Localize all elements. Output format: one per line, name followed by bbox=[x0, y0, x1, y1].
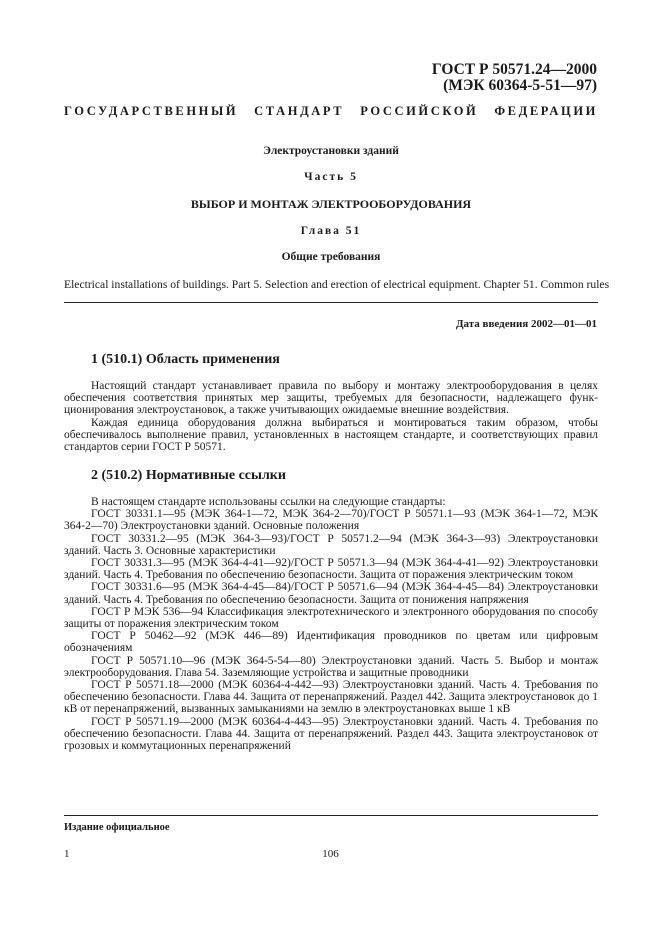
section-1-body bbox=[64, 380, 598, 453]
divider-bottom bbox=[64, 815, 598, 816]
page-marker-left: 1 bbox=[64, 848, 70, 860]
section-1-heading: 1 (510.1) Область применения bbox=[91, 352, 280, 367]
reference-item: ГОСТ Р 50462—92 (МЭК 446—89) Идентификация проводников по цветам или цифровым обозначениям bbox=[64, 630, 598, 655]
reference-item: ГОСТ Р 50571.10—96 (МЭК 364-5-54—80) Электроустановки зданий. Часть 5. Выбор и монтаж электрооборудования. Глава 54. Заземляющие устройства и защитные проводники bbox=[64, 654, 598, 679]
paragraph: Каждая единица оборудования должна выбираться и монтироваться таким образом, чтобы обеспечивалось выполнение правил, установленных в настоящем стандарте, и соответствующих правил стандартов серии ГОСТ Р 50571. bbox=[64, 416, 598, 454]
subtitle: Общие требования bbox=[281, 251, 381, 263]
reference-item: ГОСТ 30331.2—95 (МЭК 364-3—93)/ГОСТ Р 50571.2—94 (МЭК 364-3—93) Электроустановки зданий. Часть 3. Основные характеристики bbox=[64, 532, 598, 557]
iec-equivalent: (МЭК 60364-5-51—97) bbox=[443, 77, 597, 94]
section-2-body bbox=[64, 496, 598, 752]
divider-top bbox=[64, 302, 598, 303]
section-2-heading: 2 (510.2) Нормативные ссылки bbox=[91, 468, 286, 483]
reference-item: ГОСТ Р 50571.19—2000 (МЭК 60364-4-443—95) Электроустановки зданий. Часть 4. Требования по обеспечению безопасности. Глава 44. Защита от перенапряжений. Раздел 443. Защита электроустановок от грозовых и коммутационных перенапряжений bbox=[64, 715, 598, 753]
main-title: ВЫБОР И МОНТАЖ ЭЛЕКТРООБОРУДОВАНИЯ bbox=[190, 197, 472, 211]
chapter-label: Глава 51 bbox=[300, 225, 362, 237]
reference-item: ГОСТ Р МЭК 536—94 Классификация электротехнического и электронного оборудования по способу защиты от поражения электрическим током bbox=[64, 605, 598, 631]
page-number: 106 bbox=[322, 848, 339, 860]
english-title: Electrical installations of buildings. Part 5. Selection and erection of electrical equipment. Chapter 51. Common rules bbox=[64, 278, 610, 291]
reference-item: ГОСТ 30331.1—95 (МЭК 364-1—72, МЭК 364-2—70)/ГОСТ Р 50571.1—93 (МЭК 364-1—72, МЭК 364-2—70) Электроустановки зданий. Основные положения bbox=[64, 508, 598, 533]
introduction-date: Дата введения 2002—01—01 bbox=[455, 318, 597, 330]
series-title: Электроустановки зданий bbox=[263, 145, 399, 157]
paragraph: Настоящий стандарт устанавливает правила по выбору и монтажу электрооборудования в целях обеспечения соответствия принятых мер защиты, требуемых для безопасности, надлежащего функционирования электроустановок, а также учитывающих ожидаемые внешние воздействия. bbox=[64, 380, 598, 417]
paragraph: В настоящем стандарте использованы ссылки на следующие стандарты: bbox=[91, 496, 446, 508]
part-label: Часть 5 bbox=[304, 171, 358, 183]
reference-item: ГОСТ 30331.6—95 (МЭК 364-4-45—84)/ГОСТ Р 50571.6—94 (МЭК 364-4-45—84) Электроустановки зданий. Часть 4. Требования по обеспечению безопасности. Защита от понижения напряжения bbox=[64, 581, 598, 606]
reference-item: ГОСТ 30331.3—95 (МЭК 364-4-41—92)/ГОСТ Р 50571.3—94 (МЭК 364-4-41—92) Электроустановки зданий. Часть 4. Требования по обеспечению безопасности. Защита от поражения электрическим током bbox=[64, 557, 598, 582]
standard-number: ГОСТ Р 50571.24—2000 bbox=[431, 61, 597, 78]
state-standard-header: ГОСУДАРСТВЕННЫЙ СТАНДАРТ РОССИЙСКОЙ ФЕДЕРАЦИИ bbox=[64, 104, 598, 118]
reference-item: ГОСТ Р 50571.18—2000 (МЭК 60364-4-442—93) Электроустановки зданий. Часть 4. Требования по обеспечению безопасности. Глава 44. Защита от перенапряжений. Раздел 442. Защита электроустановок до 1 кВ от перенапряжений, вызванных замыканиями на землю в электроустановках выше 1 кВ bbox=[64, 679, 598, 716]
document-code bbox=[347, 62, 597, 94]
official-edition-label: Издание официальное bbox=[64, 822, 170, 833]
